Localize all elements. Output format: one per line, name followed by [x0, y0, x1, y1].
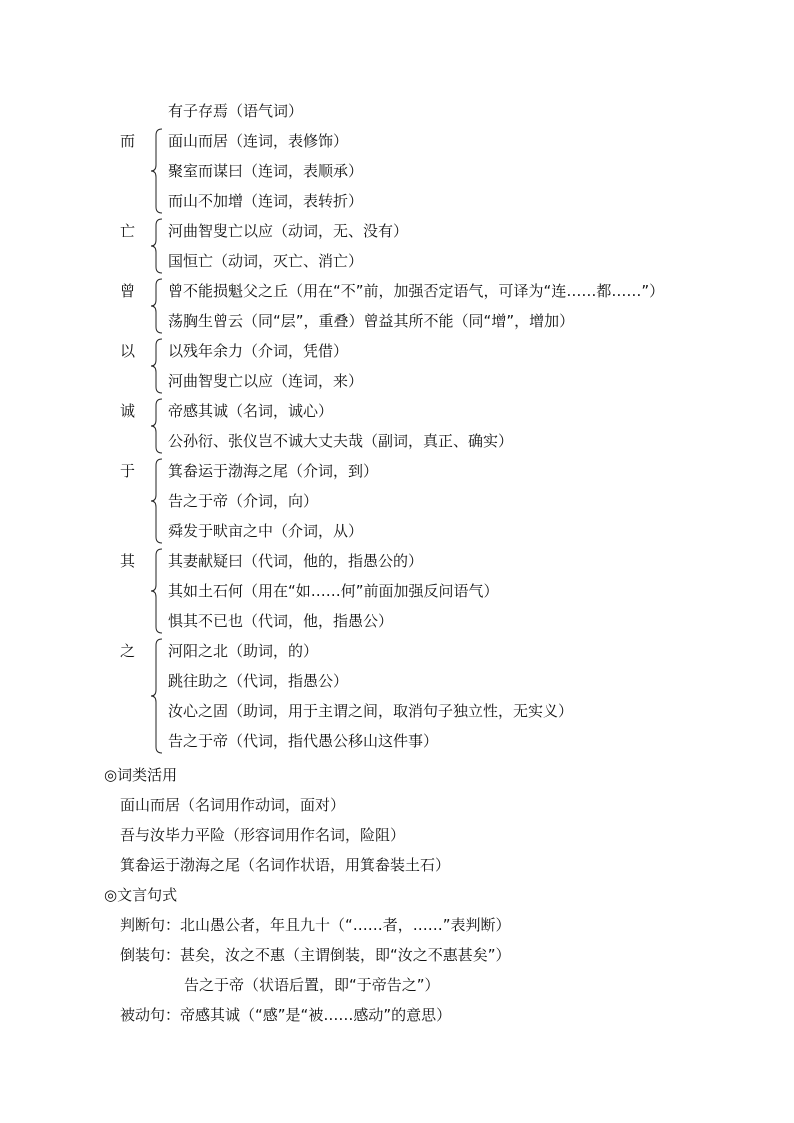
cilei-line: 箕畚运于渤海之尾（名词作状语，用箕畚装土石）	[120, 856, 451, 874]
group-char: 之	[120, 642, 136, 660]
jushi-line: 被动句：帝感其诚（“感”是“被……感动”的意思）	[120, 1006, 452, 1024]
group-item: 惧其不已也（代词，他，指愚公）	[168, 612, 394, 630]
group-item: 荡胸生曾云（同“层”，重叠）曾益其所不能（同“增”，增加）	[168, 312, 575, 330]
group-item: 其妻献疑曰（代词，他的，指愚公的）	[168, 552, 424, 570]
group-item: 河曲智叟亡以应（动词，无、没有）	[168, 222, 409, 240]
group-item: 告之于帝（代词，指代愚公移山这件事）	[168, 732, 439, 750]
brace-icon	[150, 546, 168, 636]
group-item: 跳往助之（代词，指愚公）	[168, 672, 349, 690]
jushi-line: 告之于帝（状语后置，即“于帝告之”）	[184, 976, 440, 994]
section-title-jushi: ◎文言句式	[104, 886, 178, 904]
group-item: 国恒亡（动词，灭亡、消亡）	[168, 252, 364, 270]
group-char: 而	[120, 132, 136, 150]
top-line: 有子存焉（语气词）	[168, 102, 304, 120]
group-item: 告之于帝（介词，向）	[168, 492, 319, 510]
group-char: 曾	[120, 282, 136, 300]
group-item: 箕畚运于渤海之尾（介词，到）	[168, 462, 379, 480]
cilei-line: 面山而居（名词用作动词，面对）	[120, 796, 346, 814]
brace-icon	[150, 396, 168, 456]
jushi-line: 倒装句：甚矣，汝之不惠（主谓倒装，即“汝之不惠甚矣”）	[120, 946, 511, 964]
group-char: 诚	[120, 402, 136, 420]
group-char: 亡	[120, 222, 136, 240]
group-item: 汝心之固（助词，用于主谓之间，取消句子独立性，无实义）	[168, 702, 574, 720]
group-item: 河阳之北（助词，的）	[168, 642, 319, 660]
group-char: 以	[120, 342, 136, 360]
section-title-cilei: ◎词类活用	[104, 766, 178, 784]
group-item: 河曲智叟亡以应（连词，来）	[168, 372, 364, 390]
group-item: 其如土石何（用在“如……何”前面加强反问语气）	[168, 582, 499, 600]
brace-icon	[150, 456, 168, 546]
group-item: 面山而居（连词，表修饰）	[168, 132, 349, 150]
group-item: 以残年余力（介词，凭借）	[168, 342, 349, 360]
brace-icon	[150, 216, 168, 276]
group-item: 帝感其诚（名词，诚心）	[168, 402, 334, 420]
brace-icon	[150, 126, 168, 216]
brace-icon	[150, 276, 168, 336]
jushi-line: 判断句：北山愚公者，年且九十（“……者，……”表判断）	[120, 916, 511, 934]
cilei-line: 吾与汝毕力平险（形容词用作名词，险阻）	[120, 826, 406, 844]
group-char: 其	[120, 552, 136, 570]
group-item: 聚室而谋曰（连词，表顺承）	[168, 162, 364, 180]
group-char: 于	[120, 462, 136, 480]
group-item: 公孙衍、张仪岂不诚大丈夫哉（副词，真正、确实）	[168, 432, 514, 450]
group-item: 舜发于畎亩之中（介词，从）	[168, 522, 364, 540]
brace-icon	[150, 636, 168, 756]
group-item: 曾不能损魁父之丘（用在“不”前，加强否定语气，可译为“连……都……”）	[168, 282, 665, 300]
group-item: 而山不加增（连词，表转折）	[168, 192, 364, 210]
brace-icon	[150, 336, 168, 396]
